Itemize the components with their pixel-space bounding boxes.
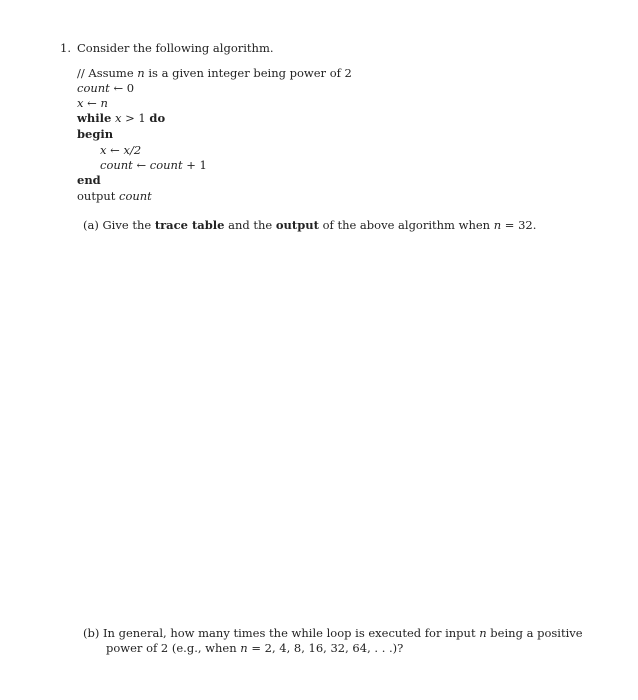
expr: x/2 [123,143,142,157]
text: of the above algorithm when [318,218,494,232]
value: n [100,96,108,110]
text: and the [224,218,276,232]
bold-term: output [275,218,319,232]
while-keyword: while [77,111,112,125]
do-keyword: do [149,111,166,125]
var: x [100,143,107,157]
var: count [77,81,110,95]
line-body-1 [100,143,141,157]
part-b-line-1 [83,626,583,640]
var: n [493,218,502,232]
bold-term: trace table [154,218,225,232]
text: In general, how many times the while loop is executed for input [99,626,480,640]
comment-text: // Assume [77,66,138,80]
assign-arrow: ← [106,143,124,157]
line-end: end [77,173,101,187]
part-a [83,218,536,232]
var: n [240,641,248,655]
problem-prompt: Consider the following algorithm. [77,41,274,55]
output-var: count [119,189,152,203]
line-while [77,111,165,125]
expr-rest: + 1 [182,158,207,172]
comment-rest: is a given integer being power of 2 [144,66,352,80]
text: = 2, 4, 8, 16, 32, 64, . . .)? [247,641,404,655]
line-output [77,189,152,203]
cond-rest: > 1 [121,111,150,125]
cond-var: x [111,111,122,125]
part-b-line-2 [106,641,403,655]
text: power of 2 (e.g., when [106,641,241,655]
algorithm-comment [77,66,352,80]
var: n [479,626,487,640]
line-begin: begin [77,127,114,141]
comment-var: n [137,66,145,80]
part-b-label: (b) [83,626,100,640]
line-x-init [77,96,108,110]
text: = 32. [501,218,537,232]
expr: count [149,158,183,172]
var: x [77,96,84,110]
text: being a positive [486,626,583,640]
assign-arrow: ← [132,158,150,172]
assign-arrow: ← [109,81,127,95]
line-count-init [77,81,134,95]
assign-arrow: ← [83,96,101,110]
line-body-2 [100,158,207,172]
problem-number: 1. [60,41,71,55]
value: 0 [126,81,135,95]
part-a-label: (a) [83,218,99,232]
text: Give the [98,218,155,232]
var: count [100,158,133,172]
output-keyword: output [77,189,119,203]
